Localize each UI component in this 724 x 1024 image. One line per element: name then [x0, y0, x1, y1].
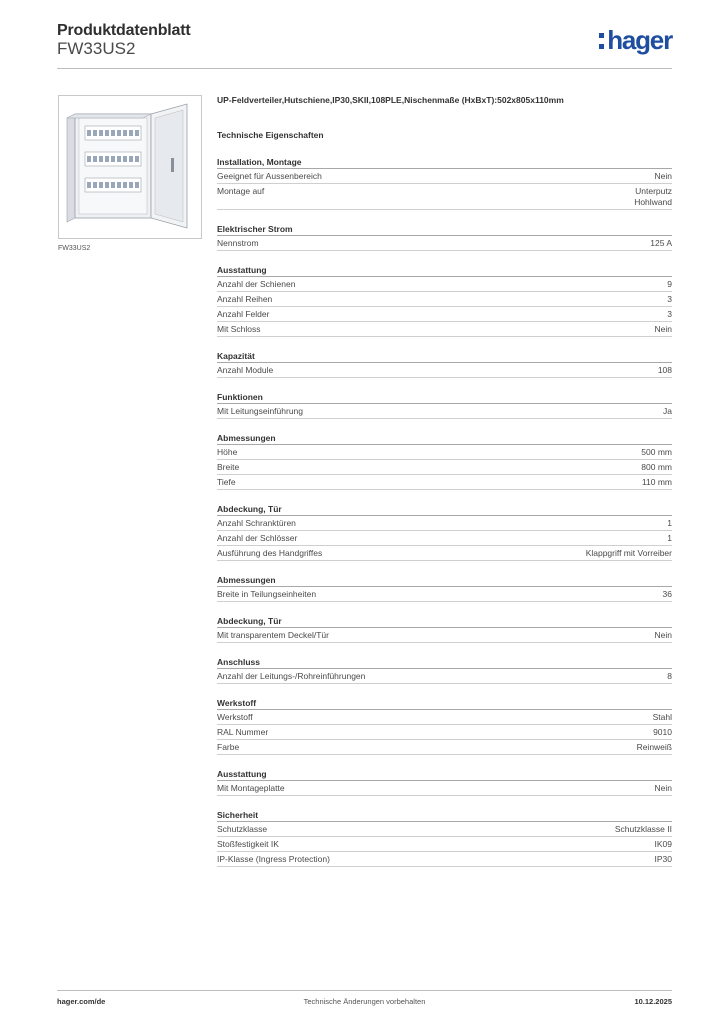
spec-row — [217, 404, 672, 419]
spec-label: Mit Leitungseinführung — [217, 406, 304, 416]
spec-section-title: Werkstoff — [217, 698, 672, 710]
spec-row — [217, 587, 672, 602]
spec-section — [217, 616, 672, 643]
spec-value-text: Stahl — [652, 712, 672, 722]
footer-date: 10.12.2025 — [634, 997, 672, 1006]
spec-section-title: Elektrischer Strom — [217, 224, 672, 236]
spec-label: Montage auf — [217, 186, 265, 196]
spec-row — [217, 531, 672, 546]
spec-value-text: 3 — [667, 309, 672, 319]
spec-value — [637, 742, 672, 753]
spec-value-text: 110 mm — [641, 477, 672, 487]
spec-section — [217, 265, 672, 337]
spec-label: Mit Montageplatte — [217, 783, 285, 793]
footer-divider — [57, 990, 672, 991]
spec-value-text: 9010 — [653, 727, 672, 737]
spec-value — [634, 186, 672, 208]
spec-value-text: 3 — [667, 294, 672, 304]
hager-logo — [599, 27, 672, 53]
spec-label: Anzahl Module — [217, 365, 274, 375]
spec-value-text-secondary: Hohlwand — [634, 197, 672, 207]
spec-row — [217, 669, 672, 684]
spec-section-title: Abmessungen — [217, 433, 672, 445]
spec-label: Anzahl Felder — [217, 309, 270, 319]
spec-value — [663, 406, 672, 417]
spec-value — [655, 839, 673, 850]
spec-label: Anzahl der Schlösser — [217, 533, 298, 543]
spec-row — [217, 628, 672, 643]
spec-label: Nennstrom — [217, 238, 259, 248]
spec-section — [217, 433, 672, 490]
footer-website: hager.com/de — [57, 997, 106, 1006]
spec-row — [217, 445, 672, 460]
document-title: Produktdatenblatt — [57, 22, 191, 39]
spec-value — [653, 712, 672, 723]
spec-row — [217, 781, 672, 796]
spec-label: Anzahl der Leitungs-/Rohreinführungen — [217, 671, 366, 681]
spec-value — [667, 279, 672, 290]
product-specifications — [217, 95, 672, 867]
spec-section-title: Funktionen — [217, 392, 672, 404]
spec-value-text: Klappgriff mit Vorreiber — [585, 548, 672, 558]
spec-row — [217, 184, 672, 210]
spec-row — [217, 169, 672, 184]
spec-section — [217, 224, 672, 251]
spec-label: Stoßfestigkeit IK — [217, 839, 279, 849]
spec-value — [667, 671, 672, 682]
logo-text: hager — [607, 25, 672, 55]
spec-section — [217, 657, 672, 684]
spec-value-text: 800 mm — [641, 462, 672, 472]
product-description: UP-Feldverteiler,Hutschiene,IP30,SKII,108PLE,Nischenmaße (HxBxT):502x805x110mm — [217, 95, 564, 105]
spec-section-title: Ausstattung — [217, 769, 672, 781]
spec-label: Breite — [217, 462, 240, 472]
page-header — [57, 20, 672, 68]
spec-label: Tiefe — [217, 477, 236, 487]
spec-label: Geeignet für Aussenbereich — [217, 171, 322, 181]
spec-row — [217, 475, 672, 490]
spec-label: Breite in Teilungseinheiten — [217, 589, 317, 599]
spec-value-text: Reinweiß — [636, 742, 672, 752]
spec-row — [217, 460, 672, 475]
spec-value — [655, 324, 672, 335]
spec-value — [655, 783, 672, 794]
spec-section — [217, 575, 672, 602]
spec-section — [217, 698, 672, 755]
spec-label: Schutzklasse — [217, 824, 268, 834]
spec-value-text: 1 — [667, 533, 672, 543]
spec-label: Anzahl der Schienen — [217, 279, 296, 289]
spec-label: RAL Nummer — [217, 727, 269, 737]
spec-value-text: 36 — [662, 589, 672, 599]
spec-value — [667, 294, 672, 305]
spec-section-title: Anschluss — [217, 657, 672, 669]
spec-row — [217, 837, 672, 852]
spec-value — [615, 824, 672, 835]
spec-value — [641, 447, 672, 458]
spec-row — [217, 236, 672, 251]
spec-section-title: Ausstattung — [217, 265, 672, 277]
spec-value-text: Schutzklasse II — [614, 824, 672, 834]
spec-section — [217, 351, 672, 378]
spec-value-text: Nein — [654, 783, 672, 793]
spec-value-text: 9 — [667, 279, 672, 289]
spec-value-text: Nein — [654, 171, 672, 181]
spec-section — [217, 157, 672, 210]
spec-section-title: Abdeckung, Tür — [217, 504, 672, 516]
spec-row — [217, 322, 672, 337]
spec-section-title: Installation, Montage — [217, 157, 672, 169]
spec-label: Mit Schloss — [217, 324, 261, 334]
spec-section — [217, 810, 672, 867]
spec-value-text: Nein — [654, 630, 672, 640]
spec-label: Ausführung des Handgriffes — [217, 548, 323, 558]
spec-label: IP-Klasse (Ingress Protection) — [217, 854, 330, 864]
spec-label: Werkstoff — [217, 712, 253, 722]
spec-value-text: 125 A — [650, 238, 672, 248]
spec-value-text: IK09 — [654, 839, 672, 849]
spec-value-text: 8 — [667, 671, 672, 681]
spec-value — [641, 462, 672, 473]
spec-label: Farbe — [217, 742, 240, 752]
spec-row — [217, 277, 672, 292]
spec-section — [217, 392, 672, 419]
spec-value-text: 108 — [657, 365, 672, 375]
spec-row — [217, 546, 672, 561]
spec-row — [217, 292, 672, 307]
spec-label: Anzahl Reihen — [217, 294, 273, 304]
spec-value-text: Nein — [654, 324, 672, 334]
spec-row — [217, 725, 672, 740]
header-divider — [57, 68, 672, 69]
spec-section — [217, 504, 672, 561]
distribution-board-illustration — [59, 96, 201, 238]
spec-row — [217, 363, 672, 378]
spec-label: Anzahl Schranktüren — [217, 518, 296, 528]
spec-value-text: 500 mm — [641, 447, 672, 457]
spec-label: Mit transparentem Deckel/Tür — [217, 630, 329, 640]
spec-value — [655, 171, 672, 182]
spec-label: Höhe — [217, 447, 238, 457]
spec-row — [217, 710, 672, 725]
spec-value-text: IP30 — [654, 854, 672, 864]
image-caption: FW33US2 — [58, 245, 91, 252]
spec-value — [653, 727, 672, 738]
spec-section — [217, 769, 672, 796]
technical-properties-heading: Technische Eigenschaften — [217, 130, 324, 140]
spec-value — [663, 589, 672, 600]
spec-row — [217, 516, 672, 531]
spec-section-title: Abdeckung, Tür — [217, 616, 672, 628]
spec-section-title: Sicherheit — [217, 810, 672, 822]
spec-value-text: Unterputz — [635, 186, 672, 196]
logo-dots-icon — [599, 27, 604, 49]
spec-value — [655, 854, 673, 865]
spec-section-title: Kapazität — [217, 351, 672, 363]
spec-row — [217, 740, 672, 755]
spec-value — [586, 548, 672, 559]
product-number: FW33US2 — [57, 39, 136, 58]
spec-value-text: Ja — [663, 406, 672, 416]
spec-value — [667, 533, 672, 544]
spec-section-title: Abmessungen — [217, 575, 672, 587]
product-image — [58, 95, 202, 239]
spec-value — [667, 309, 672, 320]
spec-sections — [217, 157, 672, 867]
spec-value — [655, 630, 672, 641]
spec-value-text: 1 — [667, 518, 672, 528]
footer-notice: Technische Änderungen vorbehalten — [303, 997, 426, 1006]
spec-value — [667, 518, 672, 529]
spec-value — [642, 477, 672, 488]
spec-value — [658, 365, 672, 376]
spec-row — [217, 852, 672, 867]
spec-row — [217, 307, 672, 322]
spec-row — [217, 822, 672, 837]
spec-value — [650, 238, 672, 249]
